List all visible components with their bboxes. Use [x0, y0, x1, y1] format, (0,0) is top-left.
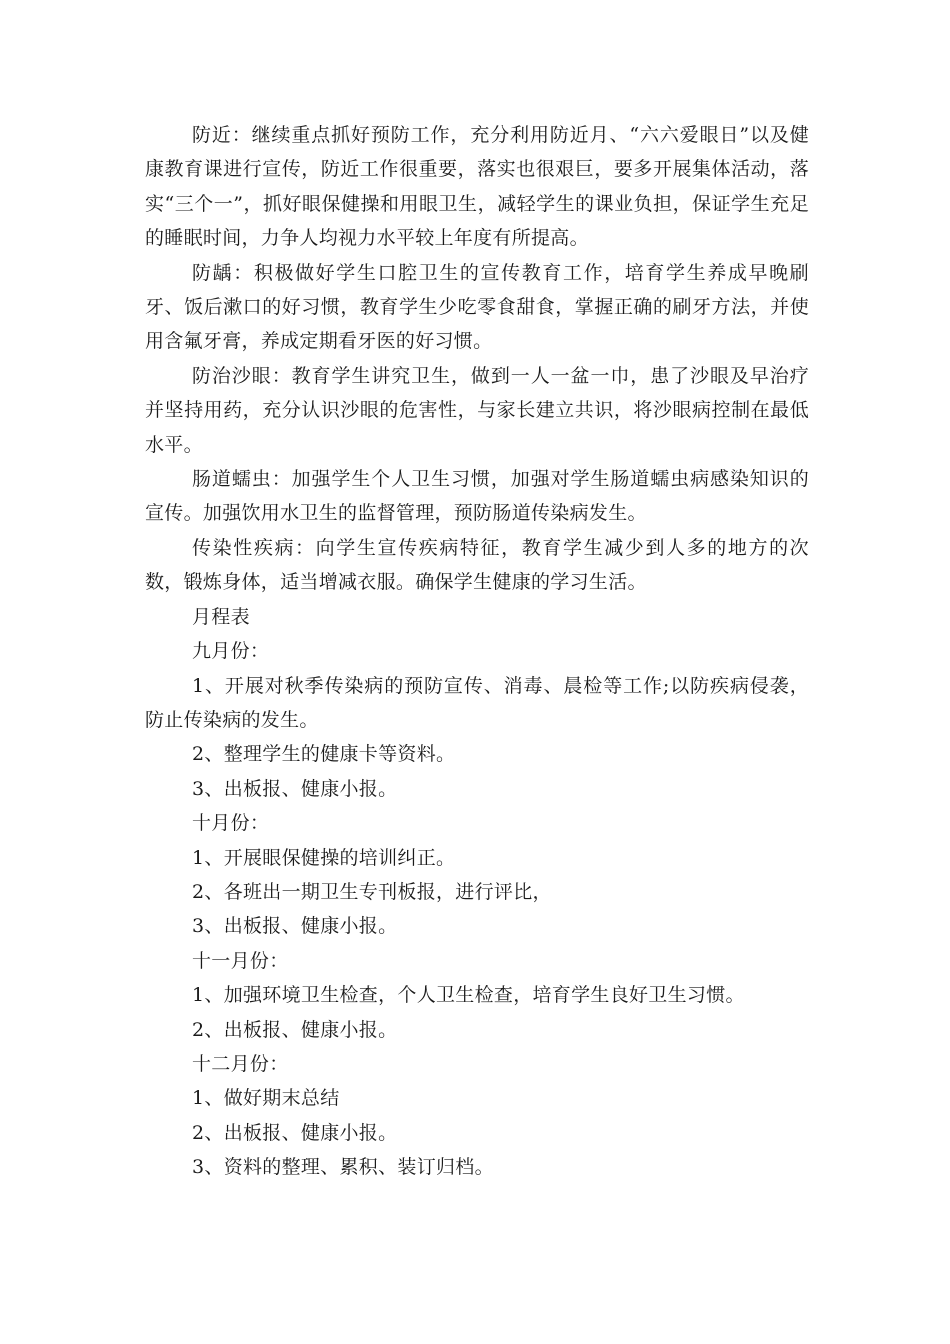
schedule-title: 月程表 [192, 605, 250, 628]
list-item: 1、加强环境卫生检查，个人卫生检查，培育学生良好卫生习惯。 [192, 984, 745, 1007]
document-body [145, 118, 809, 1185]
list-item: 1、做好期末总结 [192, 1087, 340, 1110]
paragraph-trachoma-prevention: 防治沙眼：教育学生讲究卫生，做到一人一盆一巾，患了沙眼及早治疗并坚持用药，充分认识沙眼的危害性，与家长建立共识，将沙眼病控制在最低水平。 [145, 364, 809, 456]
paragraph-intestinal-worms: 肠道蠕虫：加强学生个人卫生习惯，加强对学生肠道蠕虫病感染知识的宣传。加强饮用水卫生的监督管理，预防肠道传染病发生。 [145, 468, 809, 525]
paragraph-caries-prevention: 防龋：积极做好学生口腔卫生的宣传教育工作，培育学生养成早晚刷牙、饭后漱口的好习惯，教育学生少吃零食甜食，掌握正确的刷牙方法，并使用含氟牙膏，养成定期看牙医的好习惯。 [145, 261, 809, 353]
month-heading-september: 九月份： [192, 640, 270, 663]
list-item: 2、出板报、健康小报。 [192, 1018, 398, 1041]
paragraph-infectious-diseases: 传染性疾病：向学生宣传疾病特征，教育学生减少到人多的地方的次数，锻炼身体，适当增减衣服。确保学生健康的学习生活。 [145, 536, 809, 594]
month-heading-december: 十二月份： [192, 1052, 289, 1075]
list-item: 3、出板报、健康小报。 [192, 777, 398, 800]
list-item: 1、开展对秋季传染病的预防宣传、消毒、晨检等工作;以防疾病侵袭，防止传染病的发生。 [145, 674, 809, 731]
list-item: 2、出板报、健康小报。 [192, 1121, 398, 1144]
list-item: 3、出板报、健康小报。 [192, 915, 398, 938]
month-heading-october: 十月份： [192, 812, 270, 835]
list-item: 3、资料的整理、累积、装订归档。 [192, 1156, 494, 1179]
list-item: 2、各班出一期卫生专刊板报，进行评比， [192, 880, 552, 903]
month-heading-november: 十一月份： [192, 949, 289, 972]
paragraph-myopia-prevention: 防近：继续重点抓好预防工作，充分利用防近月、“六六爱眼日”以及健康教育课进行宣传，防近工作很重要，落实也很艰巨，要多开展集体活动，落实“三个一”，抓好眼保健操和用眼卫生，减轻学生的课业负担，保证学生充足的睡眠时间，力争人均视力水平较上年度有所提高。 [145, 124, 809, 250]
list-item: 1、开展眼保健操的培训纠正。 [192, 846, 456, 869]
list-item: 2、整理学生的健康卡等资料。 [192, 743, 456, 766]
